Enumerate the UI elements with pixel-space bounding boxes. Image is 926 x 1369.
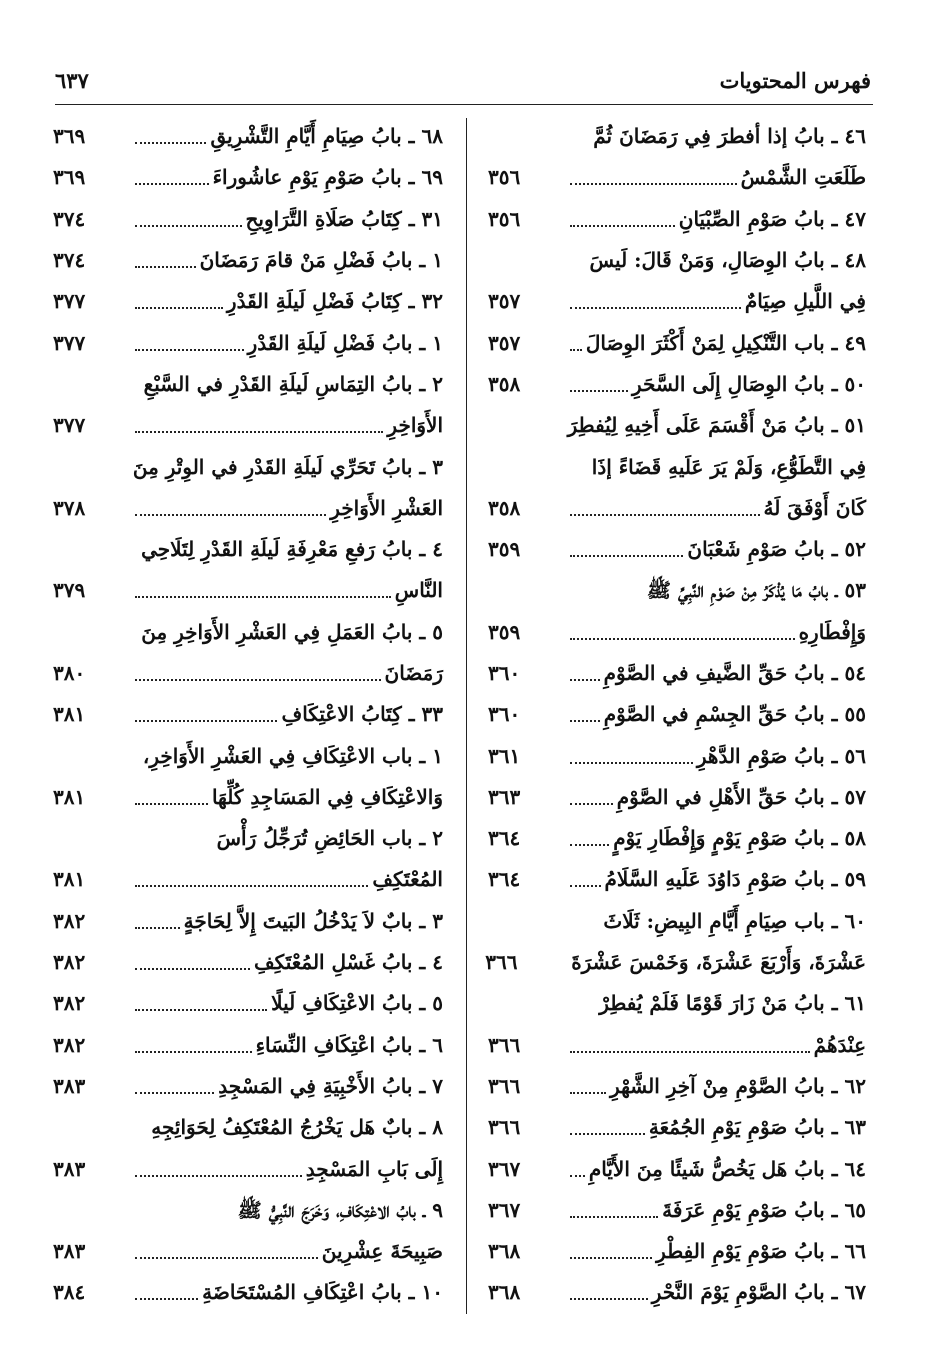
toc-entry bbox=[488, 364, 872, 405]
entry-title: ٥٨ ـ بابُ صَوْمِ يَوْمٍ وَإِفْطَارِ يَوْمٍ bbox=[613, 826, 866, 851]
entry-title: ٦٣ ـ بابُ صَوْمِ يَوْمِ الجُمُعَةِ bbox=[648, 1115, 866, 1140]
entry-page-number: ٣٦٩ bbox=[53, 124, 86, 149]
dot-leader bbox=[570, 1256, 652, 1259]
entry-page-number: ٣٦٦ bbox=[488, 1073, 521, 1098]
entry-title: عِنْدَهُمْ bbox=[813, 1032, 866, 1057]
entry-title: ٢ ـ بابُ التِمَاسِ لَيلَةِ القَدْرِ في السَّبْعِ bbox=[143, 371, 443, 396]
toc-entry bbox=[488, 1231, 872, 1272]
toc-entry bbox=[53, 901, 449, 942]
entry-page-number: ٣٧٧ bbox=[53, 330, 86, 355]
entry-title: ٥ ـ بابُ الاعْتِكَافِ لَيلًا bbox=[271, 991, 443, 1016]
entry-page-number: ٣٨١ bbox=[53, 702, 86, 727]
entry-title: ٢ ـ باب الحَائِضِ تُرَجِّلُ رَأْسَ bbox=[216, 826, 443, 851]
entry-page-number: ٣٧٧ bbox=[53, 413, 86, 438]
entry-title: المُعْتَكِفِ bbox=[372, 867, 443, 892]
dot-leader bbox=[570, 554, 683, 557]
dot-leader bbox=[570, 802, 613, 805]
toc-entry bbox=[488, 116, 872, 157]
entry-page-number: ٣٨١ bbox=[53, 784, 86, 809]
toc-entry bbox=[488, 983, 872, 1024]
toc-entry bbox=[53, 777, 449, 818]
entry-page-number: ٣٨٢ bbox=[53, 1032, 86, 1057]
entry-title: ٣ ـ بابُ تَحَرِّي لَيلَةِ القَدْرِ في الوِتْرِ مِنَ bbox=[132, 454, 443, 479]
entry-title: وَالاعْتِكَافِ فِي المَسَاجِدِ كُلِّهَا bbox=[211, 784, 443, 809]
toc-entry bbox=[53, 446, 449, 487]
entry-page-number: ٣٦٨ bbox=[488, 1280, 521, 1305]
entry-title: ٩ ـ بابُ الاعْتِكَافِ، وَخَرَجَ النَّبِيُّ ﷺ bbox=[237, 1197, 443, 1222]
toc-entry bbox=[53, 405, 449, 446]
toc-entry bbox=[488, 1107, 872, 1148]
dot-leader bbox=[570, 1215, 658, 1218]
entry-title: ٥٣ ـ بابُ مَا يُذْكَرُ مِنْ صَوْمِ النَّبِيِّ ﷺ bbox=[646, 578, 866, 603]
entry-title: ١ ـ باب الاعْتِكَافِ فِي العَشْرِ الأَوَاخِرِ، bbox=[142, 743, 443, 768]
dot-leader bbox=[135, 265, 196, 268]
toc-entry bbox=[53, 653, 449, 694]
dot-leader bbox=[135, 802, 208, 805]
entry-title: ٦٢ ـ بابُ الصَّوْمِ مِنْ آخِرِ الشَّهْرِ bbox=[610, 1073, 866, 1098]
toc-entry bbox=[488, 488, 872, 529]
entry-page-number: ٣٥٦ bbox=[488, 165, 521, 190]
toc-entry bbox=[53, 1148, 449, 1189]
toc-entry bbox=[53, 1107, 449, 1148]
entry-title: ١ ـ بابُ فَضْلِ لَيلَةِ القَدْرِ bbox=[247, 330, 443, 355]
entry-title: ٤٧ ـ بابُ صَوْمِ الصِّبْيَانِ bbox=[678, 206, 866, 231]
entry-title: ٥٠ ـ بابُ الوِصَالِ إِلَى السَّحَرِ bbox=[632, 371, 866, 396]
dot-leader bbox=[135, 1050, 252, 1053]
toc-entry bbox=[488, 735, 872, 776]
entry-title: فِي التَّطَوُّعِ، وَلَمْ يَرَ عَلَيهِ قَضَاءً إذَا bbox=[591, 454, 866, 479]
dot-leader bbox=[570, 719, 600, 722]
toc-entry bbox=[53, 1272, 449, 1313]
toc-entry bbox=[488, 818, 872, 859]
dot-leader bbox=[135, 306, 223, 309]
entry-title: ٦١ ـ بابُ مَنْ زَارَ قَوْمًا فَلَمْ يُفطِرْ bbox=[599, 991, 866, 1016]
entry-title: ٣ ـ بابٌ لاَ يَدْخُلُ البَيتَ إِلاَّ لِحَاجَةٍ bbox=[183, 908, 443, 933]
entry-page-number: ٣٨٣ bbox=[53, 1073, 86, 1098]
entry-page-number: ٣٧٨ bbox=[53, 495, 86, 520]
entry-title: ٦٤ ـ بابُ هَل يَخُصُّ شَيئًا مِنَ الأَيَّامِ bbox=[588, 1156, 866, 1181]
toc-entry bbox=[53, 818, 449, 859]
dot-leader bbox=[570, 1132, 645, 1135]
entry-title: ٦٦ ـ بابُ صَوْمِ يَوْمِ الفِطْرِ bbox=[656, 1239, 866, 1264]
dot-leader bbox=[570, 306, 741, 309]
entry-page-number: ٣٥٧ bbox=[488, 289, 521, 314]
toc-entry bbox=[488, 570, 872, 611]
entry-page-number: ٣٨٢ bbox=[53, 991, 86, 1016]
toc-entry bbox=[53, 364, 449, 405]
dot-leader bbox=[570, 389, 628, 392]
entry-title: ٤ ـ بابُ غَسْلِ المُعْتَكِفِ bbox=[253, 950, 443, 975]
entry-page-number: ٣٦٨ bbox=[488, 1239, 521, 1264]
entry-page-number: ٣٥٦ bbox=[488, 206, 521, 231]
toc-entry bbox=[53, 735, 449, 776]
entry-page-number: ٣٦٤ bbox=[488, 867, 521, 892]
dot-leader bbox=[570, 678, 600, 681]
entry-page-number: ٣٧٤ bbox=[53, 248, 86, 273]
toc-entry bbox=[488, 529, 872, 570]
toc-entry bbox=[53, 488, 449, 529]
entry-title: النَّاسِ bbox=[394, 578, 443, 603]
entry-page-number: ٣٧٤ bbox=[53, 206, 86, 231]
toc-entry bbox=[485, 942, 872, 983]
toc-entry bbox=[53, 570, 449, 611]
entry-title: ٥٩ ـ بابُ صَوْمِ دَاوُدَ عَلَيهِ السَّلَامُ bbox=[604, 867, 866, 892]
entry-title: ٥ ـ بابُ العَمَلِ فِي العَشْرِ الأَوَاخِرِ مِنَ bbox=[141, 619, 443, 644]
toc-entry bbox=[488, 777, 872, 818]
entry-page-number: ٣٥٨ bbox=[488, 371, 521, 396]
dot-leader bbox=[135, 430, 383, 433]
entry-title: ٥٥ ـ بابُ حَقِّ الجِسْمِ في الصَّوْمِ bbox=[603, 702, 866, 727]
toc-entry bbox=[53, 529, 449, 570]
entry-page-number: ٣٨١ bbox=[53, 867, 86, 892]
entry-title: كَانَ أَوْفَقَ لَهُ bbox=[763, 495, 866, 520]
entry-title: ٣٣ ـ كِتَابُ الاعْتِكَافِ bbox=[281, 702, 443, 727]
dot-leader bbox=[135, 141, 206, 144]
toc-entry bbox=[53, 859, 449, 900]
entry-title: العَشْرِ الأَوَاخِرِ bbox=[330, 495, 443, 520]
entry-title: ١٠ ـ بابُ اعْتِكَافِ المُسْتَحَاضَةِ bbox=[202, 1280, 443, 1305]
toc-entry bbox=[53, 1231, 449, 1272]
dot-leader bbox=[135, 967, 250, 970]
toc-entry bbox=[488, 1148, 872, 1189]
toc-entry bbox=[488, 240, 872, 281]
entry-page-number: ٣٧٧ bbox=[53, 289, 86, 314]
toc-entry bbox=[488, 1272, 872, 1313]
toc-entry bbox=[488, 859, 872, 900]
toc-entry bbox=[53, 942, 449, 983]
left-column bbox=[53, 116, 449, 1314]
entry-title: ٦٠ ـ باب صِيَامِ أَيَّامِ البِيضِ: ثَلَاثَ bbox=[603, 908, 866, 933]
entry-page-number: ٣٦٦ bbox=[485, 950, 518, 975]
dot-leader bbox=[570, 1091, 606, 1094]
toc-entry bbox=[53, 1025, 449, 1066]
dot-leader bbox=[135, 513, 326, 516]
toc-entry bbox=[488, 281, 872, 322]
entry-page-number: ٣٨٢ bbox=[53, 908, 86, 933]
entry-page-number: ٣٨٤ bbox=[53, 1280, 86, 1305]
toc-entry bbox=[488, 322, 872, 363]
entry-title: الأَوَاخِرِ bbox=[387, 413, 443, 438]
toc-entry bbox=[53, 157, 449, 198]
entry-page-number: ٣٧٩ bbox=[53, 578, 86, 603]
dot-leader bbox=[135, 719, 277, 722]
toc-entry bbox=[488, 1190, 872, 1231]
dot-leader bbox=[570, 348, 582, 351]
entry-title: ٦٨ ـ بابُ صِيَامِ أَيَّامِ التَّشْرِيقِ bbox=[210, 124, 443, 149]
toc-entry bbox=[488, 405, 872, 446]
entry-title: فِي اللَّيلِ صِيَامٌ bbox=[744, 289, 866, 314]
entry-title: ٦٧ ـ بابُ الصَّوْمِ يَوْمَ النَّحْرِ bbox=[651, 1280, 866, 1305]
toc-entry bbox=[488, 1066, 872, 1107]
entry-page-number: ٣٦٦ bbox=[488, 1115, 521, 1140]
dot-leader bbox=[570, 1050, 810, 1053]
dot-leader bbox=[135, 1091, 214, 1094]
toc-entry bbox=[488, 199, 872, 240]
entry-title: ٤٦ ـ بابُ إذا أفطرَ فِي رَمَضَانَ ثُمَّ bbox=[593, 124, 866, 149]
entry-title: ٦٥ ـ بابُ صَوْمِ يَوْمِ عَرَفَةَ bbox=[662, 1197, 866, 1222]
dot-leader bbox=[135, 1297, 198, 1300]
entry-page-number: ٣٦٠ bbox=[488, 702, 521, 727]
entry-page-number: ٣٨٣ bbox=[53, 1239, 86, 1264]
entry-title: ٧ ـ بابُ الأَخْبِيَةِ فِي المَسْجِدِ bbox=[218, 1073, 443, 1098]
page-header bbox=[55, 62, 871, 102]
dot-leader bbox=[570, 224, 675, 227]
entry-page-number: ٣٨٢ bbox=[53, 950, 86, 975]
entry-title: ٥٦ ـ بابُ صَوْمِ الدَّهْرِ bbox=[696, 743, 866, 768]
toc-entry bbox=[488, 694, 872, 735]
toc-entry bbox=[488, 612, 872, 653]
toc-entry bbox=[53, 281, 449, 322]
entry-page-number: ٣٦٠ bbox=[488, 661, 521, 685]
toc-entry bbox=[53, 240, 449, 281]
entry-title: ٣٢ ـ كِتَابُ فَضْلِ لَيلَةِ القَدْرِ bbox=[226, 289, 443, 314]
entry-title: ٤٩ ـ باب التَّنْكِيلِ لِمَنْ أَكْثَرَ الوِصَالَ bbox=[585, 330, 866, 355]
dot-leader bbox=[135, 1256, 318, 1259]
toc-entry bbox=[53, 983, 449, 1024]
toc-entry bbox=[53, 1066, 449, 1107]
entry-title: ٦٩ ـ بابُ صَوْمِ يَوْمِ عاشُوراءَ bbox=[212, 165, 443, 190]
entry-title: ٥٤ ـ بابُ حَقِّ الضَّيفِ في الصَّوْمِ bbox=[603, 661, 866, 685]
column-divider bbox=[466, 118, 467, 1314]
entry-title: إِلَى بَابِ المَسْجِدِ bbox=[305, 1156, 443, 1181]
dot-leader bbox=[135, 224, 242, 227]
entry-title: ٥٧ ـ بابُ حَقِّ الأَهْلِ في الصَّوْمِ bbox=[616, 784, 866, 809]
dot-leader bbox=[570, 513, 760, 516]
entry-title: طَلَعَتِ الشَّمْسُ bbox=[740, 165, 866, 190]
entry-page-number: ٣٥٨ bbox=[488, 495, 521, 520]
entry-page-number: ٣٦٣ bbox=[488, 784, 521, 809]
dot-leader bbox=[135, 678, 381, 681]
entry-page-number: ٣٦٩ bbox=[53, 165, 86, 190]
dot-leader bbox=[570, 1297, 648, 1300]
dot-leader bbox=[570, 637, 795, 640]
toc-entry bbox=[53, 116, 449, 157]
entry-title: ٨ ـ بابٌ هَل يَخْرُجُ المُعْتَكِفُ لِحَوَائِجِهِ bbox=[151, 1115, 443, 1140]
dot-leader bbox=[135, 1008, 267, 1011]
entry-page-number: ٣٨٠ bbox=[53, 661, 86, 685]
entry-title: رَمَضَانَ bbox=[384, 661, 443, 685]
page-title: فهرس المحتويات bbox=[719, 68, 871, 93]
entry-title: ٤ ـ بابُ رَفعِ مَعْرِفَةِ لَيلَةِ القَدْرِ لِتَلَاحِي bbox=[141, 537, 443, 562]
entry-page-number: ٣٨٣ bbox=[53, 1156, 86, 1181]
dot-leader bbox=[135, 182, 209, 185]
dot-leader bbox=[570, 182, 737, 185]
header-rule bbox=[55, 104, 873, 105]
dot-leader bbox=[135, 595, 391, 598]
toc-entry bbox=[53, 1190, 449, 1231]
entry-title: ٥٢ ـ بابُ صَوْمِ شَعْبَانَ bbox=[687, 537, 866, 562]
dot-leader bbox=[570, 1174, 585, 1177]
toc-entry bbox=[53, 322, 449, 363]
entry-page-number: ٣٥٩ bbox=[488, 619, 521, 644]
dot-leader bbox=[135, 1174, 302, 1177]
entry-title: عَشْرَةَ، وَأَرْبَعَ عَشْرَةَ، وَخَمْسَ عَشْرَةَ bbox=[571, 950, 866, 975]
toc-entry bbox=[488, 901, 872, 942]
toc-entry bbox=[488, 446, 872, 487]
dot-leader bbox=[135, 926, 180, 929]
entry-page-number: ٣٦٧ bbox=[488, 1156, 521, 1181]
toc-entry bbox=[53, 199, 449, 240]
entry-page-number: ٣٦٧ bbox=[488, 1197, 521, 1222]
toc-entry bbox=[53, 612, 449, 653]
toc-entry bbox=[488, 653, 872, 694]
dot-leader bbox=[135, 348, 244, 351]
toc-entry bbox=[53, 694, 449, 735]
entry-page-number: ٣٥٧ bbox=[488, 330, 521, 355]
entry-page-number: ٣٦٤ bbox=[488, 826, 521, 851]
entry-page-number: ٣٥٩ bbox=[488, 537, 521, 562]
dot-leader bbox=[570, 761, 693, 764]
page-number: ٦٣٧ bbox=[55, 68, 89, 93]
entry-title: ٦ ـ بابُ اعْتِكَافِ النِّسَاءِ bbox=[255, 1032, 443, 1057]
entry-page-number: ٣٦١ bbox=[488, 743, 521, 768]
toc-entry bbox=[488, 157, 872, 198]
entry-title: ١ ـ بابُ فَضْلِ مَنْ قامَ رَمَضَانَ bbox=[199, 248, 443, 273]
dot-leader bbox=[135, 884, 368, 887]
entry-title: ٥١ ـ بابُ مَنْ أَقْسَمَ عَلَى أَخِيهِ لِيُفطِرَ bbox=[567, 413, 866, 438]
entry-title: صَبِيحَةَ عِشْرِينَ bbox=[321, 1239, 443, 1264]
dot-leader bbox=[570, 843, 609, 846]
entry-title: ٣١ ـ كِتَابُ صَلَاةِ التَّرَاوِيحِ bbox=[245, 206, 443, 231]
toc-entry bbox=[488, 1025, 872, 1066]
entry-page-number: ٣٦٦ bbox=[488, 1032, 521, 1057]
dot-leader bbox=[570, 884, 601, 887]
entry-title: وَإِفْطَارِهِ bbox=[798, 619, 866, 644]
entry-title: ٤٨ ـ بابُ الوِصَالِ، وَمَنْ قَالَ: لَيسَ bbox=[589, 248, 866, 273]
right-column bbox=[485, 116, 872, 1314]
